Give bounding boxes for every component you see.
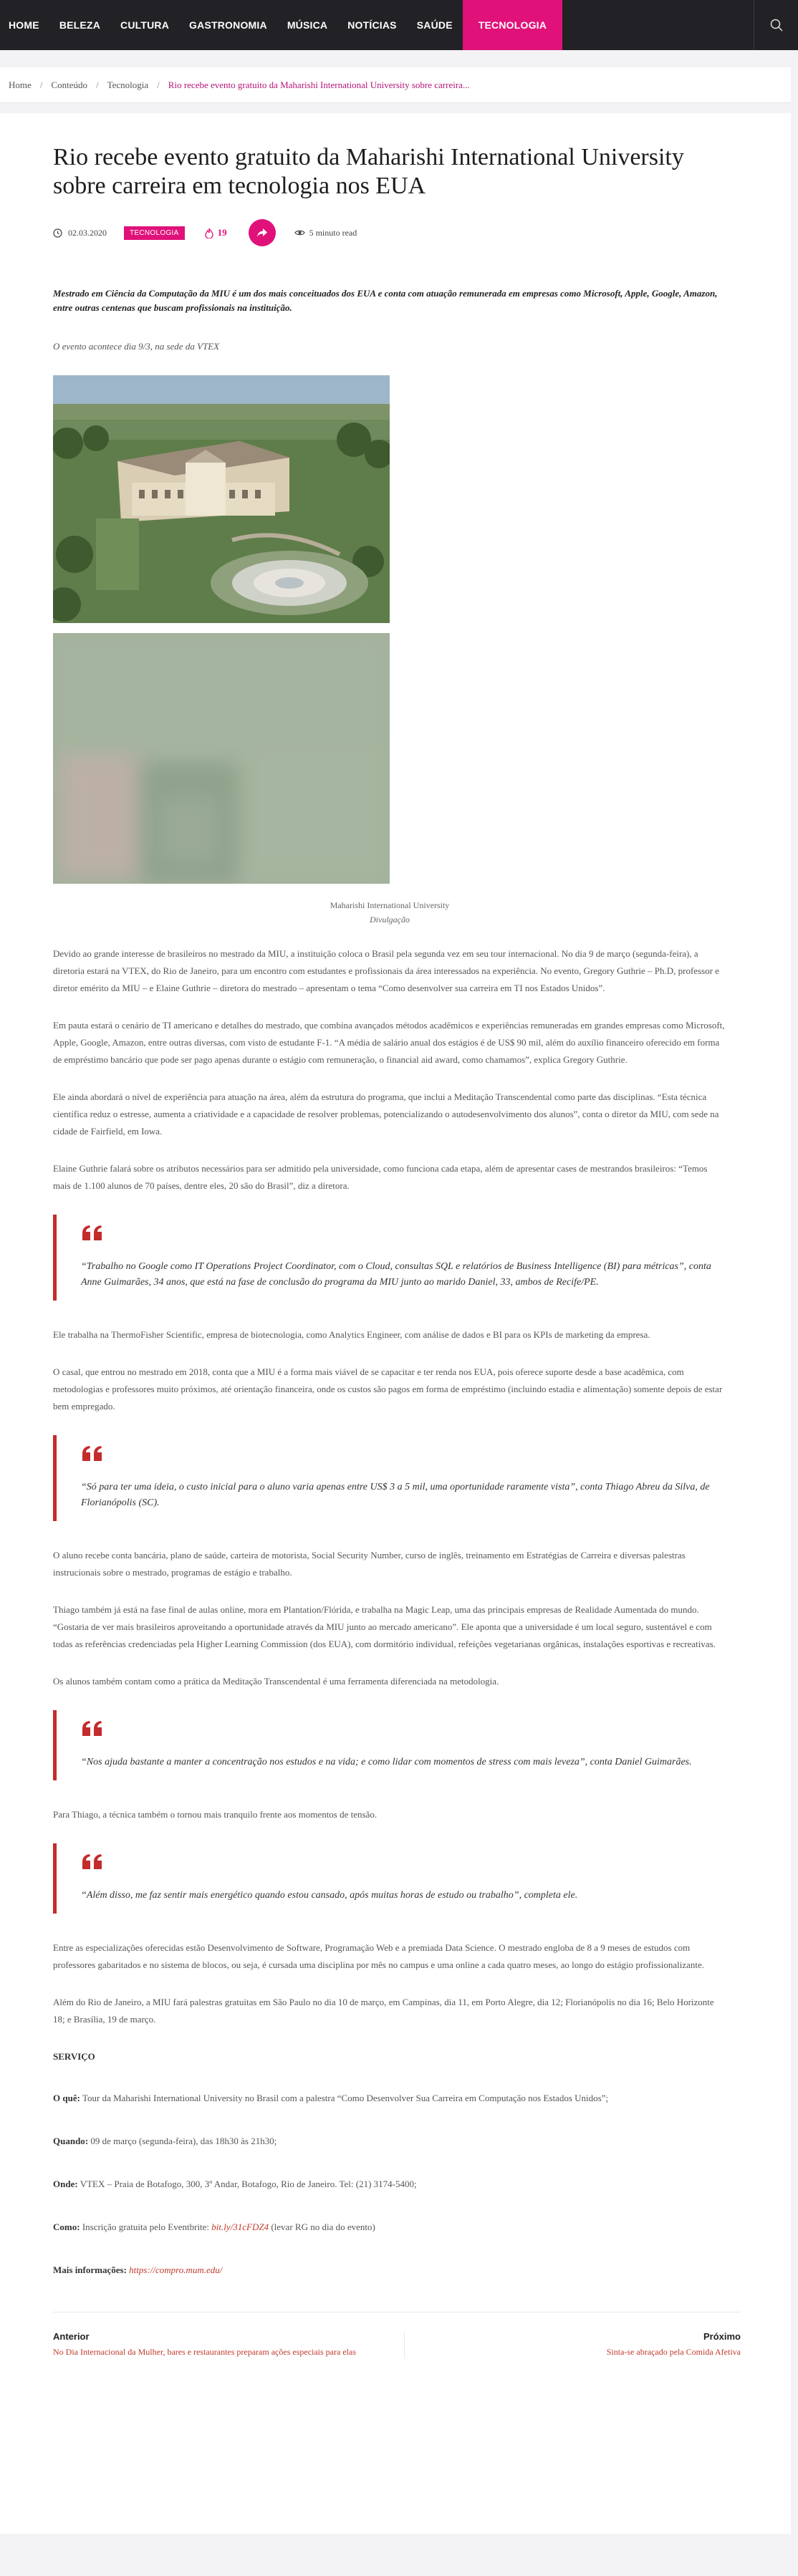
- service-when-label: Quando: [53, 2136, 85, 2146]
- article-body: [53, 286, 726, 2279]
- category-tag[interactable]: TECNOLOGIA: [124, 226, 185, 240]
- clock-icon: [53, 228, 62, 238]
- service-what-label: O quê: [53, 2093, 77, 2103]
- service-more: Mais informações: https://compro.mum.edu/: [53, 2264, 223, 2275]
- views-number: 19: [217, 227, 227, 238]
- nav-item-tecnologia[interactable]: TECNOLOGIA: [463, 0, 562, 50]
- paragraph: Elaine Guthrie falará sobre os atributos necessários para ser admitido pela universidade, como funciona cada etapa, além de apresentar cases de mestrandos brasileiros: “Temos mais de 1.100 alunos de 70 países, dentre eles, 20 são do Brasil”, diz a diretora.: [53, 1163, 708, 1191]
- article-lead: Mestrado em Ciência da Computação da MIU é um dos mais conceituados dos EUA e conta com atuação remunerada em empresas como Microsoft, Apple, Google, Amazon, entre outras centenas que buscam profissionais na instituição.: [53, 288, 718, 313]
- previous-post[interactable]: [53, 2331, 390, 2359]
- eye-icon: [294, 229, 305, 236]
- paragraph: Ele trabalha na ThermoFisher Scientific, empresa de biotecnologia, como Analytics Engineer, com análise de dados e BI para os KPIs de marketing da empresa.: [53, 1329, 650, 1340]
- search-icon: [770, 19, 783, 32]
- post-navigation: [53, 2312, 741, 2359]
- caption-title: Maharishi International University: [330, 900, 450, 910]
- quote-icon: [81, 1853, 104, 1871]
- paragraph: O casal, que entrou no mestrado em 2018, conta que a MIU é a forma mais viável de se capacitar e ter renda nos EUA, pois oferece suporte desde a base acadêmica, com metodologias e professores muito próximos, até orientação financeira, onde os custos são pagos em forma de empréstimo (incluindo estadia e alimentação) somente depois de estar bem empregado.: [53, 1366, 723, 1412]
- read-time-text: 5 minuto read: [309, 227, 357, 238]
- blurred-photo: [53, 633, 390, 884]
- service-how-prefix: Inscrição gratuita pelo Eventbrite:: [82, 2222, 210, 2232]
- paragraph: Os alunos também contam como a prática da Meditação Transcendental é uma ferramenta diferenciada na metodologia.: [53, 1676, 499, 1687]
- date-text: 02.03.2020: [68, 227, 107, 238]
- views-count: [205, 227, 227, 238]
- previous-label: Anterior: [53, 2331, 90, 2342]
- event-note: O evento acontece dia 9/3, na sede da VTEX: [53, 341, 220, 352]
- breadcrumb-conteudo[interactable]: Conteúdo: [51, 79, 87, 90]
- breadcrumb-current: Rio recebe evento gratuito da Maharishi International University sobre carreira...: [168, 79, 470, 90]
- paragraph: Devido ao grande interesse de brasileiros no mestrado da MIU, a instituição coloca o Brasil pela segunda vez em seu tour internacional. No dia 9 de março (segunda-feira), a diretoria estará na VTEX, do Rio de Janeiro, para um encontro com estudantes e profissionais da área interessados na experiência. No evento, Gregory Guthrie – Ph.D, professor e diretor emérito da MIU – e Elaine Guthrie – diretora do mestrado – apresentam o tema “Como desenvolver sua carreira em TI nos Estados Unidos”.: [53, 948, 720, 993]
- article-date: [53, 228, 107, 238]
- nav-item-cultura[interactable]: CULTURA: [120, 19, 170, 31]
- main-navigation: [0, 0, 798, 50]
- nav-item-musica[interactable]: MÚSICA: [287, 19, 328, 31]
- next-post-link[interactable]: Sinta-se abraçado pela Comida Afetiva: [606, 2347, 741, 2357]
- service-heading: SERVIÇO: [53, 2051, 95, 2062]
- quote-icon: [81, 1445, 104, 1462]
- more-info-link[interactable]: https://compro.mum.edu/: [129, 2264, 223, 2275]
- breadcrumb-tecnologia[interactable]: Tecnologia: [107, 79, 149, 90]
- next-post[interactable]: [404, 2331, 741, 2359]
- campus-aerial-photo: [53, 375, 390, 623]
- paragraph: Thiago também já está na fase final de aulas online, mora em Plantation/Flórida, e trabalha na Magic Leap, uma das principais empresas de Realidade Aumentada do mundo. “Gostaria de ver mais brasileiros aproveitando a oportunidade através da MIU junto ao mercado americano”. Ele aponta que a universidade é um local seguro, sustentável e com todas as referências credenciadas pela Higher Learning Commission (dos EUA), com dormitório individual, refeições vegetarianas orgânicas, instalações esportivas e recreativas.: [53, 1604, 716, 1649]
- caption-credit: Divulgação: [370, 915, 410, 925]
- quote-text: “Além disso, me faz sentir mais energético quando estou cansado, após muitas horas de estudo ou trabalho”, completa ele.: [81, 1890, 578, 1901]
- nav-item-noticias[interactable]: NOTÍCIAS: [347, 19, 397, 31]
- eventbrite-link[interactable]: bit.ly/31cFDZ4: [211, 2222, 269, 2232]
- paragraph: Além do Rio de Janeiro, a MIU fará palestras gratuitas em São Paulo no dia 10 de março, em Campinas, dia 11, em Porto Alegre, dia 12; Florianópolis no dia 16; Belo Horizonte 18; e Brasília, 19 de março.: [53, 1997, 714, 2025]
- service-when: Quando: 09 de março (segunda-feira), das 18h30 às 21h30;: [53, 2136, 277, 2146]
- breadcrumb-separator: /: [95, 79, 99, 90]
- service-where-text: VTEX – Praia de Botafogo, 300, 3º Andar, Botafogo, Rio de Janeiro. Tel: (21) 3174-5400;: [80, 2179, 417, 2189]
- service-where: Onde: VTEX – Praia de Botafogo, 300, 3º Andar, Botafogo, Rio de Janeiro. Tel: (21) 3174-5400;: [53, 2179, 417, 2189]
- search-button[interactable]: [754, 0, 798, 50]
- article-title: Rio recebe evento gratuito da Maharishi International University sobre carreira em tecnologia nos EUA: [53, 144, 684, 199]
- nav-item-home[interactable]: HOME: [9, 19, 39, 31]
- nav-item-gastronomia[interactable]: GASTRONOMIA: [189, 19, 267, 31]
- service-where-label: Onde: [53, 2179, 75, 2189]
- blockquote: [53, 1215, 726, 1301]
- paragraph: Para Thiago, a técnica também o tornou mais tranquilo frente aos momentos de tensão.: [53, 1809, 378, 1820]
- quote-icon: [81, 1225, 104, 1242]
- breadcrumb-separator: /: [157, 79, 160, 90]
- service-how: Como: Inscrição gratuita pelo Eventbrite: bit.ly/31cFDZ4 (levar RG no dia do evento): [53, 2222, 375, 2232]
- nav-item-beleza[interactable]: BELEZA: [59, 19, 101, 31]
- quote-text: “Nos ajuda bastante a manter a concentração nos estudos e na vida; e como lidar com momentos de stress com mais leveza”, conta Daniel Guimarães.: [81, 1757, 692, 1767]
- paragraph: Entre as especializações oferecidas estão Desenvolvimento de Software, Programação Web e a premiada Data Science. O mestrado engloba de 8 a 9 meses de estudos com professores gabaritados e no sistema de blocos, ou seja, é cursada uma disciplina por mês no campus e uma online a cada quatro meses, ao longo do estágio profissionalizante.: [53, 1942, 705, 1970]
- paragraph: Em pauta estará o cenário de TI americano e detalhes do mestrado, que combina avançados métodos acadêmicos e experiências remuneradas em grandes empresas como Microsoft, Apple, Google, Amazon, entre outras diversas, com visto de estudante F-1. “A média de salário anual dos estágios é de US$ 90 mil, além do auxílio financeiro oferecido em forma de empréstimo bancário que pode ser pago apenas durante o estágio com remuneração, o financial aid award, como chamamos”, explica Gregory Guthrie.: [53, 1020, 725, 1065]
- share-icon: [256, 228, 268, 238]
- breadcrumb-separator: /: [39, 79, 43, 90]
- paragraph: Ele ainda abordará o nível de experiência para atuação na área, além da estrutura do programa, que inclui a Meditação Transcendental como parte das disciplinas. “Esta técnica científica reduz o estresse, aumenta a criatividade e a capacidade de resolver problemas, potencializando o autodesenvolvimento dos alunos”, conta o diretor da MIU, com sede na cidade de Fairfield, em Iowa.: [53, 1091, 719, 1137]
- quote-text: “Trabalho no Google como IT Operations Project Coordinator, com o Cloud, consultas SQL e relatórios de Business Intelligence (BI) para métricas”, conta Anne Guimarães, 34 anos, que está na fase de conclusão do programa da MIU junto ao marido Daniel, 33, ambos de Recife/PE.: [81, 1261, 711, 1288]
- service-more-label: Mais informações: [53, 2264, 124, 2275]
- article-container: [0, 113, 791, 2534]
- image-caption: [53, 898, 726, 927]
- quote-text: “Só para ter uma ideia, o custo inicial para o aluno varia apenas entre US$ 3 a 5 mil, uma oportunidade raramente vista”, conta Thiago Abreu da Silva, de Florianópolis (SC).: [81, 1482, 710, 1508]
- paragraph: O aluno recebe conta bancária, plano de saúde, carteira de motorista, Social Security Number, curso de inglês, treinamento em Estratégias de Carreira e diversas palestras instrucionais sobre o mestrado, programas de estágio e trabalho.: [53, 1550, 686, 1578]
- article-meta: [53, 219, 738, 246]
- share-button[interactable]: [249, 219, 276, 246]
- service-when-text: 09 de março (segunda-feira), das 18h30 às 21h30;: [90, 2136, 277, 2146]
- previous-post-link[interactable]: No Dia Internacional da Mulher, bares e restaurantes preparam ações especiais para elas: [53, 2347, 356, 2357]
- blockquote: [53, 1710, 726, 1780]
- breadcrumb: [0, 67, 791, 103]
- quote-icon: [81, 1720, 104, 1737]
- service-what: O quê: Tour da Maharishi International University no Brasil com a palestra “Como Desenvolver Sua Carreira em Computação nos Estados Unidos”;: [53, 2093, 609, 2103]
- next-label: Próximo: [703, 2331, 741, 2342]
- flame-icon: [205, 228, 213, 238]
- service-how-label: Como: [53, 2222, 77, 2232]
- service-how-suffix: (levar RG no dia do evento): [271, 2222, 375, 2232]
- read-time: [294, 228, 357, 238]
- breadcrumb-home[interactable]: Home: [9, 79, 32, 90]
- blockquote: [53, 1843, 726, 1914]
- service-what-text: Tour da Maharishi International University no Brasil com a palestra “Como Desenvolver Sua Carreira em Computação nos Estados Unidos”;: [82, 2093, 609, 2103]
- nav-item-saude[interactable]: SAÚDE: [416, 19, 453, 31]
- blockquote: [53, 1435, 726, 1521]
